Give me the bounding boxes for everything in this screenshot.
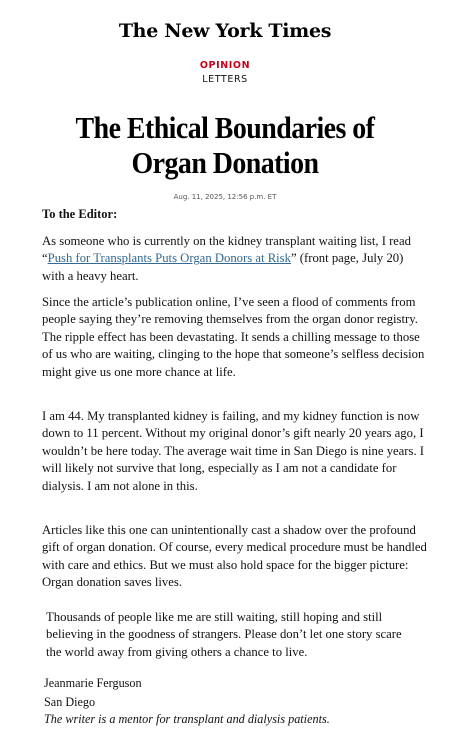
paragraph-3: I am 44. My transplanted kidney is failing, and my kidney function is now down to 11 percent. Without my original donor’s gift nearly 20 years ago, I wouldn’t be here today. The average wait time in San Diego is nine years. I will likely not survive that long, especially as I am not a candidate for dialysis. I am not alone in this.	[42, 409, 425, 493]
paragraph-1-lead: As someone who is currently on the kidney transplant waiting list, I read “	[42, 234, 411, 266]
masthead-logo[interactable]: The New York Times	[118, 20, 332, 42]
paragraph-5: Thousands of people like me are still waiting, still hoping and still believing in the goodness of strangers. Please don’t let one story scare the world away from giving others a chance to live.	[46, 610, 402, 659]
salutation: To the Editor:	[42, 207, 118, 221]
page-title: The Ethical Boundaries of Organ Donation	[75, 110, 375, 180]
dateline: Aug. 11, 2025, 12:56 p.m. ET	[173, 193, 277, 201]
paragraph-4: Articles like this one can unintentionally cast a shadow over the profound gift of organ donation. Of course, every medical procedure must be handled with care and ethics. But we must also hold space for the bigger picture: Organ donation saves lives.	[42, 523, 427, 590]
paragraph-1	[42, 233, 427, 285]
signature-place: San Diego	[44, 695, 96, 709]
signature-note: The writer is a mentor for transplant and dialysis patients.	[44, 712, 330, 726]
subsection-label[interactable]: LETTERS	[202, 74, 248, 85]
section-label[interactable]: OPINION	[199, 60, 251, 71]
signature-name: Jeanmarie Ferguson	[44, 676, 142, 690]
paragraph-2: Since the article’s publication online, I’ve seen a flood of comments from people saying they’re removing themselves from the organ donor registry. The ripple effect has been devastating. It sends a chilling message to those of us who are waiting, clinging to the hope that someone’s selfless decision might give us one more chance at life.	[42, 295, 425, 379]
article-link[interactable]: Push for Transplants Puts Organ Donors at Risk	[47, 251, 291, 266]
paragraph-1-tail: ” (front page, July 20) with a heavy heart.	[42, 251, 404, 283]
